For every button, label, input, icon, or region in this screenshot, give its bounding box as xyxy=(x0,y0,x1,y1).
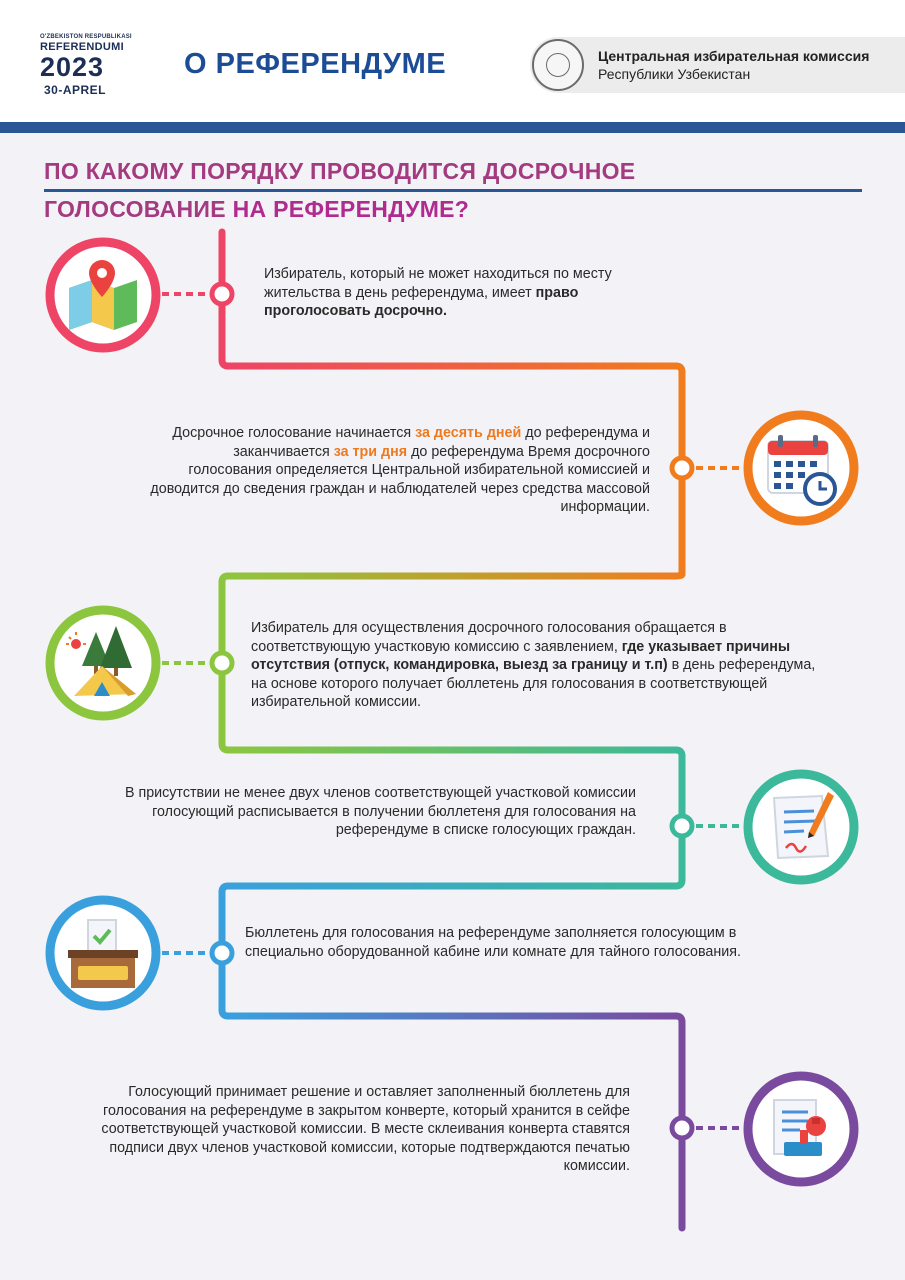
step-3-text xyxy=(251,619,831,712)
step-2-body-1: Досрочное голосование начинается xyxy=(172,425,416,441)
logo-year: 2023 xyxy=(40,52,105,82)
commission-name: Центральная избирательная комиссия xyxy=(598,48,870,64)
step-3-body-1: Избиратель для осуществления досрочного голосования обращается в соответствующую участковую комиссию с заявлением, xyxy=(251,620,727,655)
step-3-bold: где указывает причины отсутствия (отпуск, командировка, выезд за границу и т.п) xyxy=(251,638,791,673)
step-5-text xyxy=(245,924,765,961)
logo-line1: O'ZBEKISTON RESPUBLIKASI xyxy=(40,34,132,40)
logo-date: 30-APREL xyxy=(44,83,107,97)
question-line2-highlight: НА РЕФЕРЕНДУМЕ? xyxy=(232,196,470,222)
step-2-body-3: до референдума Время досрочного голосования определяется Центральной избирательной комиссией и доводится до сведения граждан и наблюдателей через средства массовой информации. xyxy=(150,443,650,515)
logo-line2: REFERENDUMI xyxy=(40,41,124,53)
step-2-highlight-1: за десять дней xyxy=(415,425,522,441)
step-2-body-2: до референдума и заканчивается xyxy=(233,425,650,460)
step-1-bold: право проголосовать досрочно. xyxy=(264,284,579,319)
step-5-body: Бюллетень для голосования на референдуме заполняется голосующим в специально оборудованной кабине или комнате для тайного голосования. xyxy=(245,925,741,960)
step-2-text xyxy=(150,424,650,517)
step-3-body-2: в день референдума, на основе которого получает бюллетень для голосования в соответствующей избирательной комиссии. xyxy=(251,657,816,710)
camping-tent-icon xyxy=(44,604,162,722)
step-4-text xyxy=(120,784,636,840)
question-line2-start: ГОЛОСОВАНИЕ xyxy=(44,196,233,222)
step-4-body: В присутствии не менее двух членов соответствующей участковой комиссии голосующий расписывается в получении бюллетеня для голосования на референдуме в списке голосующих граждан. xyxy=(124,785,636,838)
calendar-clock-icon xyxy=(742,409,860,527)
step-6-body: Голосующий принимает решение и оставляет заполненный бюллетень для голосования на референдуме в закрытом конверте, который хранится в сейфе соответствующей участковой комиссии. В месте склеивания конверта ставятся подписи двух членов участковой комиссии, которые подтверждаются печатью комиссии. xyxy=(101,1084,630,1174)
step-1-text xyxy=(264,265,644,321)
commission-country: Республики Узбекистан xyxy=(598,66,751,82)
page-title: О РЕФЕРЕНДУМЕ xyxy=(184,48,447,80)
ballot-box-icon xyxy=(44,894,162,1012)
step-6-text xyxy=(50,1083,630,1176)
step-2-highlight-2: за три дня xyxy=(333,443,408,460)
step-1-body: Избиратель, который не может находиться по месту жительства в день референдума, имеет xyxy=(264,266,612,301)
signing-document-icon xyxy=(742,768,860,886)
stamp-envelope-icon xyxy=(742,1070,860,1188)
map-pin-icon xyxy=(44,236,162,354)
question-line1: ПО КАКОМУ ПОРЯДКУ ПРОВОДИТСЯ ДОСРОЧНОЕ xyxy=(44,158,636,184)
